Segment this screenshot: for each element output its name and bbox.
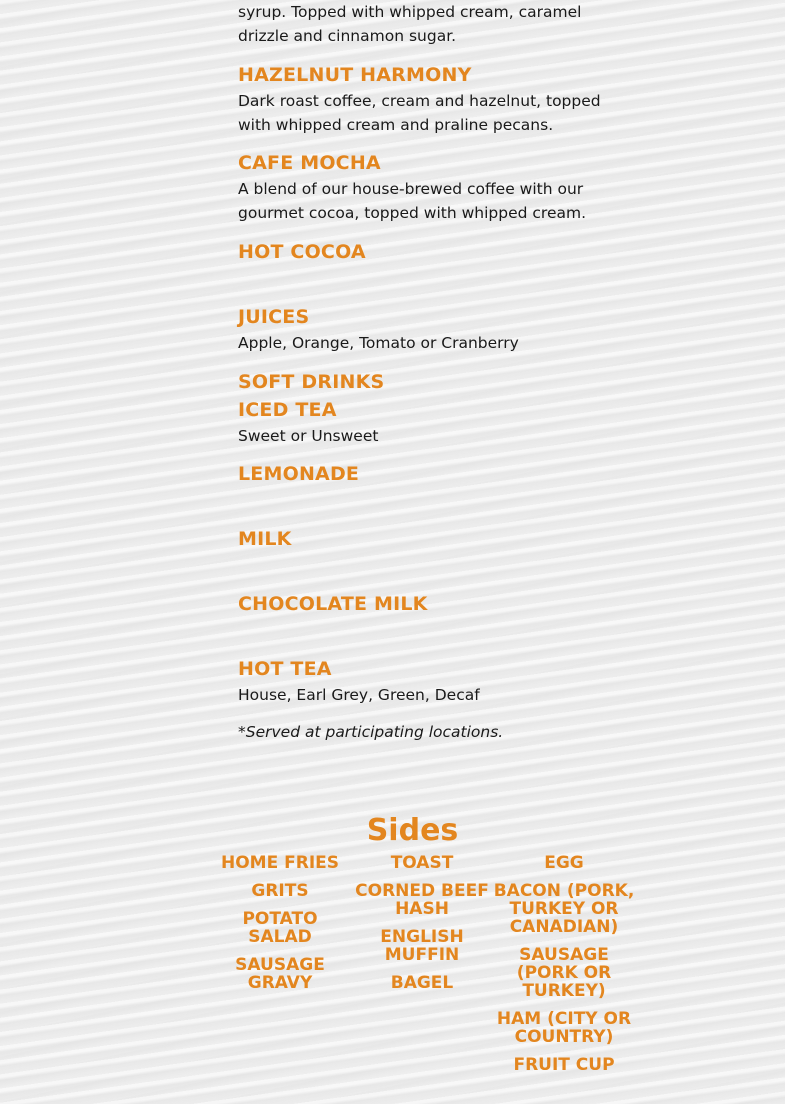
side-item: TOAST bbox=[390, 853, 454, 873]
side-item: BACON (PORK, TURKEY OR CANADIAN) bbox=[493, 881, 635, 937]
sides-column bbox=[209, 852, 351, 1002]
drink-title: SOFT DRINKS bbox=[238, 371, 385, 393]
drink-title: HOT TEA bbox=[238, 658, 332, 680]
sides-heading: Sides bbox=[366, 813, 459, 848]
side-item: SAUSAGE GRAVY bbox=[235, 955, 325, 993]
side-item: GRITS bbox=[251, 881, 309, 901]
drink-description: Apple, Orange, Tomato or Cranberry bbox=[238, 334, 519, 352]
side-item: FRUIT CUP bbox=[513, 1055, 615, 1075]
served-note: *Served at participating locations. bbox=[238, 723, 504, 741]
drink-description: A blend of our house-brewed coffee with our gourmet cocoa, topped with whipped cream. bbox=[238, 180, 587, 222]
drink-title: CAFE MOCHA bbox=[238, 152, 381, 174]
drink-title: HOT COCOA bbox=[238, 241, 366, 263]
drink-description: Sweet or Unsweet bbox=[238, 427, 379, 445]
drink-title: MILK bbox=[238, 528, 292, 550]
sides-column bbox=[351, 852, 493, 1002]
side-item: HOME FRIES bbox=[220, 853, 339, 873]
drink-title: LEMONADE bbox=[238, 463, 360, 485]
drink-description: House, Earl Grey, Green, Decaf bbox=[238, 686, 480, 704]
drink-title: HAZELNUT HARMONY bbox=[238, 64, 472, 86]
sides-column bbox=[493, 852, 635, 1084]
drink-title: JUICES bbox=[238, 306, 310, 328]
drink-title: ICED TEA bbox=[238, 399, 337, 421]
side-item: HAM (CITY OR COUNTRY) bbox=[496, 1009, 632, 1047]
side-item: POTATO SALAD bbox=[242, 909, 318, 947]
side-item: CORNED BEEF HASH bbox=[355, 881, 489, 919]
side-item: SAUSAGE (PORK OR TURKEY) bbox=[516, 945, 612, 1001]
drink-title: CHOCOLATE MILK bbox=[238, 593, 428, 615]
side-item: EGG bbox=[544, 853, 584, 873]
side-item: ENGLISH MUFFIN bbox=[380, 927, 464, 965]
side-item: BAGEL bbox=[390, 973, 454, 993]
drink-description: syrup. Topped with whipped cream, caramel drizzle and cinnamon sugar. bbox=[238, 3, 582, 45]
drink-description: Dark roast coffee, cream and hazelnut, topped with whipped cream and praline pecans. bbox=[238, 92, 601, 134]
